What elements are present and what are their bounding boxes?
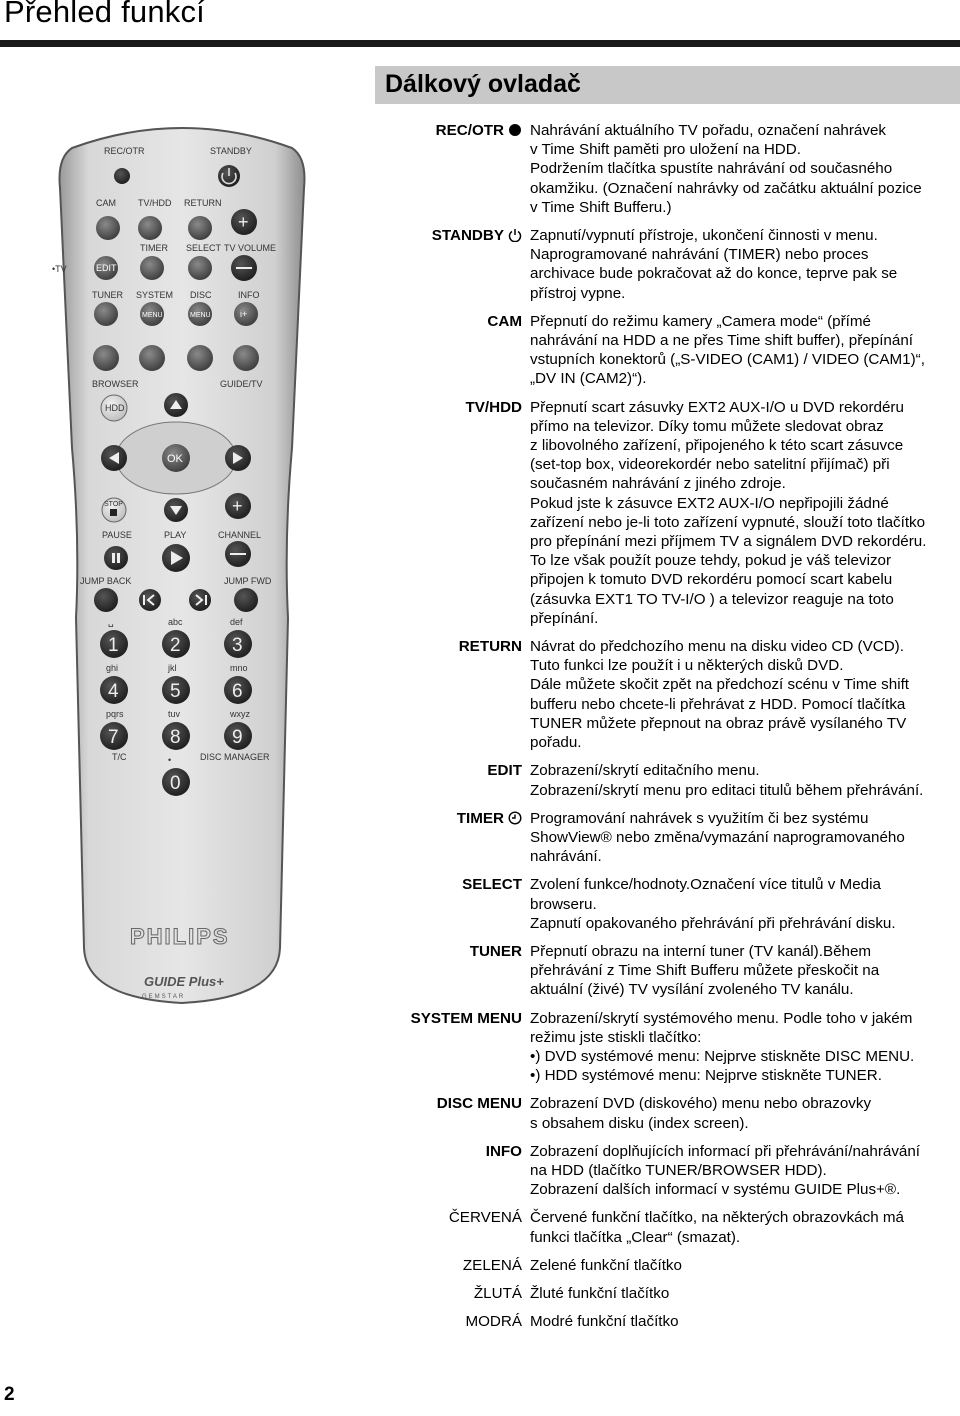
label-cam: CAM (96, 198, 116, 208)
label-hdd: HDD (105, 403, 125, 413)
function-label (380, 761, 522, 780)
tv-hdd-button[interactable] (138, 216, 162, 240)
function-entry (380, 226, 960, 303)
label-select: SELECT (186, 243, 222, 253)
description-line: funkci tlačítka „Clear“ (smazat). (530, 1228, 741, 1246)
label-stop: STOP (104, 501, 123, 508)
function-label (380, 1256, 522, 1275)
label-menu-2: MENU (190, 312, 211, 319)
description-line: browseru. (530, 895, 597, 913)
digit-label: 0 (170, 773, 181, 794)
function-entry (380, 1142, 960, 1200)
description-line: •) HDD systémové menu: Nejprve stiskněte TUNER. (530, 1067, 882, 1085)
section-header (375, 66, 960, 104)
label-info: INFO (238, 290, 260, 300)
description-line: Dále můžete skočit zpět na předchozí scénu v Time shift (530, 676, 910, 694)
function-label-text: ZELENÁ (462, 1256, 522, 1274)
function-description (530, 637, 960, 752)
svg-text:+: + (238, 212, 249, 232)
label-channel: CHANNEL (218, 530, 262, 540)
page-number: 2 (4, 1384, 15, 1405)
digit-label: 8 (170, 727, 181, 748)
digit-label: 2 (170, 635, 181, 656)
description-line: zařízení nebo je-li toto zařízení vypnuté, slouží toto tlačítko (530, 513, 926, 531)
description-line: z libovolného zařízení, připojeného k této scart zásuvce (530, 437, 904, 455)
function-description (530, 809, 960, 867)
label-standby: STANDBY (210, 146, 252, 156)
function-description (530, 942, 960, 1000)
pause-button[interactable] (104, 546, 128, 570)
label-tv-volume: TV VOLUME (224, 243, 277, 253)
description-line: aktuální (živé) TV vysílání zvoleného TV kanálu. (530, 981, 854, 999)
label-disc-manager: DISC MANAGER (200, 752, 270, 762)
function-entry (380, 637, 960, 752)
description-line: Zelené funkční tlačítko (530, 1256, 682, 1274)
description-line: režimu jste stiskli tlačítko: (530, 1028, 702, 1046)
previous-button[interactable] (139, 589, 161, 611)
description-line: současném nahrávání z jiného zdroje. (530, 475, 786, 493)
function-description (530, 312, 960, 389)
function-description (530, 226, 960, 303)
next-button[interactable] (189, 589, 211, 611)
function-entry (380, 121, 960, 217)
function-label-text: ČERVENÁ (448, 1209, 522, 1227)
function-label-text: EDIT (487, 762, 522, 780)
label-menu-1: MENU (142, 312, 163, 319)
svg-text:+: + (232, 496, 243, 516)
label-tuner: TUNER (92, 290, 123, 300)
remote-control-svg (52, 118, 312, 1018)
label-info-btn: i+ (240, 309, 248, 319)
description-line: Zapnutí opakovaného přehrávání při přehrávání disku. (530, 914, 896, 932)
description-line: •) DVD systémové menu: Nejprve stiskněte DISC MENU. (530, 1047, 915, 1065)
label-timer: TIMER (140, 243, 168, 253)
function-label (380, 809, 522, 828)
record-dot-icon (508, 123, 522, 137)
description-line: archivace bude pokračovat až do konce, teprve pak se (530, 265, 898, 283)
digit-letters: • (168, 755, 172, 765)
function-description (530, 1256, 960, 1275)
digit-letters: pqrs (106, 709, 124, 719)
function-label-text: ŽLUTÁ (473, 1284, 522, 1302)
description-line: Zobrazení DVD (diskového) menu nebo obrazovky (530, 1095, 872, 1113)
description-line: TUNER můžete přepnout na obraz právě vysílaného TV (530, 714, 907, 732)
description-line: nahrávání. (530, 848, 602, 866)
description-line: (set-top box, videorekordér nebo satelitní přijímač) při (530, 456, 890, 474)
function-label (380, 942, 522, 961)
function-entry (380, 1094, 960, 1132)
function-description (530, 1142, 960, 1200)
function-description (530, 761, 960, 799)
digit-letters: wxyz (230, 709, 250, 719)
function-list (380, 121, 960, 1340)
function-description (530, 1208, 960, 1246)
label-edit: EDIT (96, 263, 117, 273)
description-line: Podržením tlačítka spustíte nahrávání od současného (530, 160, 893, 178)
function-label-text: TUNER (469, 942, 522, 960)
red-button[interactable] (93, 345, 119, 371)
digit-letters: tuv (168, 709, 181, 719)
description-line: okamžiku. (Označení nahrávky od začátku aktuální pozice (530, 179, 922, 197)
function-label (380, 875, 522, 894)
function-entry (380, 809, 960, 867)
description-line: Přepnutí obrazu na interní tuner (TV kanál).Během (530, 942, 872, 960)
rec-otr-button[interactable] (114, 168, 130, 184)
description-line: přehrávání z Time Shift Bufferu můžete přeskočit na (530, 962, 880, 980)
digit-label: 4 (108, 681, 119, 702)
description-line: „DV IN (CAM2)“). (530, 370, 647, 388)
description-line: Přepnutí scart zásuvky EXT2 AUX-I/O u DVD rekordéru (530, 398, 904, 416)
label-ok: OK (167, 453, 183, 465)
label-browser: BROWSER (92, 379, 139, 389)
label-t-c: T/C (112, 752, 127, 762)
function-label (380, 312, 522, 331)
digit-label: 5 (170, 681, 181, 702)
function-label-text: RETURN (458, 638, 522, 656)
function-label (380, 121, 522, 140)
function-label-text: SYSTEM MENU (410, 1009, 522, 1027)
clock-icon (508, 811, 522, 825)
description-line: Naprogramované nahrávání (TIMER) nebo proces (530, 246, 869, 264)
function-label (380, 226, 522, 245)
function-label-text: DISC MENU (436, 1095, 522, 1113)
label-jump-back: JUMP BACK (80, 576, 132, 586)
function-label (380, 1208, 522, 1227)
function-label (380, 1142, 522, 1161)
section-title: Dálkový ovladač (385, 70, 581, 98)
tuner-button[interactable] (94, 302, 118, 326)
function-entry (380, 942, 960, 1000)
function-entry (380, 1009, 960, 1086)
description-line: Programování nahrávek s využitím či bez systému (530, 809, 869, 827)
description-line: Žluté funkční tlačítko (530, 1284, 670, 1302)
description-line: Zvolení funkce/hodnoty.Označení více titulů v Media (530, 876, 881, 894)
function-description (530, 1284, 960, 1303)
description-line: Nahrávání aktuálního TV pořadu, označení nahrávek (530, 122, 887, 139)
description-line: pořadu. (530, 734, 582, 752)
description-line: Červené funkční tlačítko, na některých obrazovkách má (530, 1209, 904, 1227)
function-label-text: REC/OTR (435, 122, 504, 139)
function-description (530, 875, 960, 933)
description-line: v Time Shift paměti pro uložení na HDD. (530, 141, 801, 159)
digit-label: 9 (232, 727, 243, 748)
yellow-button[interactable] (187, 345, 213, 371)
space-label: ␣ (108, 617, 114, 627)
label-jump-fwd: JUMP FWD (224, 576, 272, 586)
label-tv-hdd: TV/HDD (138, 198, 172, 208)
timer-button[interactable] (140, 256, 164, 280)
guide-plus-logo: GUIDE Plus+ (144, 974, 224, 989)
description-line: nahrávání na HDD a ne přes Time shift buffer), přepínání (530, 332, 913, 350)
function-label-text: MODRÁ (465, 1313, 522, 1331)
description-line: s obsahem disku (index screen). (530, 1114, 749, 1132)
description-line: Zobrazení doplňujících informací při přehrávání/nahrávání (530, 1142, 921, 1160)
function-label-text: TV/HDD (465, 398, 522, 416)
label-system: SYSTEM (136, 290, 174, 300)
digit-letters: mno (230, 663, 248, 673)
brand-logo: PHILIPS (130, 924, 230, 949)
label-tv-side: •TV (52, 264, 67, 274)
description-line: Zobrazení/skrytí editačního menu. (530, 762, 760, 780)
function-description (530, 1312, 960, 1331)
digit-label: 3 (232, 635, 243, 656)
label-guide-tv: GUIDE/TV (220, 379, 263, 389)
function-label (380, 1312, 522, 1331)
digit-label: 6 (232, 681, 243, 702)
description-line: Pokud jste k zásuvce EXT2 AUX-I/O nepřipojili žádné (530, 494, 889, 512)
select-button[interactable] (188, 256, 212, 280)
label-rec-otr: REC/OTR (104, 146, 145, 156)
description-line: bufferu nebo chcete-li přehrávat z HDD. Pomocí tlačítka (530, 695, 906, 713)
label-disc: DISC (190, 290, 212, 300)
function-description (530, 398, 960, 628)
function-description (530, 121, 960, 217)
return-button[interactable] (188, 216, 212, 240)
jump-back-button[interactable] (94, 588, 118, 612)
digit-letters: ghi (106, 663, 119, 673)
label-return: RETURN (184, 198, 222, 208)
description-line: To lze však použít pouze tehdy, pokud je váš televizor (530, 552, 892, 570)
function-label-text: SELECT (462, 876, 522, 894)
function-label (380, 1009, 522, 1028)
function-label (380, 637, 522, 656)
description-line: přístroj vypne. (530, 284, 626, 302)
digit-letters: def (230, 617, 243, 627)
function-label (380, 398, 522, 417)
page-title: Přehled funkcí (4, 0, 205, 29)
description-line: Zapnutí/vypnutí přístroje, ukončení činnosti v menu. (530, 227, 878, 245)
description-line: pro přepínání mezi příjmem TV a signálem DVD rekordéru. (530, 533, 927, 551)
function-entry (380, 398, 960, 628)
description-line: Zobrazení/skrytí systémového menu. Podle toho v jakém (530, 1009, 913, 1027)
function-entry (380, 1256, 960, 1275)
description-line: (zásuvka EXT1 TO TV-I/O ) a televizor reaguje na toto (530, 590, 894, 608)
function-label-text: CAM (487, 312, 522, 330)
function-entry (380, 1284, 960, 1303)
label-pause: PAUSE (102, 530, 132, 540)
function-entry (380, 875, 960, 933)
green-button[interactable] (139, 345, 165, 371)
description-line: Zobrazení dalších informací v systému GUIDE Plus+®. (530, 1181, 901, 1199)
digit-label: 7 (108, 727, 119, 748)
gemstar-logo: GEMSTAR (142, 994, 186, 1000)
description-line: ShowView® nebo změna/vymazání naprogramovaného (530, 828, 905, 846)
description-line: připojen k tomuto DVD rekordéru pomocí scart kabelu (530, 571, 893, 589)
function-label-text: INFO (485, 1142, 522, 1160)
remote-control-illustration (52, 118, 312, 1018)
function-description (530, 1009, 960, 1086)
digit-letters: jkl (168, 663, 177, 673)
function-label-text: STANDBY (431, 227, 504, 245)
digit-label: 1 (108, 635, 119, 656)
description-line: přímo na televizor. Díky tomu můžete sledovat obraz (530, 417, 884, 435)
function-label (380, 1094, 522, 1113)
function-entry (380, 761, 960, 799)
description-line: Přepnutí do režimu kamery „Camera mode“ (přímé (530, 312, 871, 330)
title-rule (0, 40, 960, 47)
function-label (380, 1284, 522, 1303)
cam-button[interactable] (96, 216, 120, 240)
description-line: vstupních konektorů („S-VIDEO (CAM1) / VIDEO (CAM1)“, (530, 351, 925, 369)
description-line: Tuto funkci lze použít i u některých disků DVD. (530, 657, 844, 675)
label-play: PLAY (164, 530, 187, 540)
power-icon (508, 228, 522, 242)
function-description (530, 1094, 960, 1132)
blue-button[interactable] (233, 345, 259, 371)
description-line: na HDD (tlačítko TUNER/BROWSER HDD). (530, 1161, 827, 1179)
description-line: Návrat do předchozího menu na disku video CD (VCD). (530, 638, 904, 656)
function-entry (380, 312, 960, 389)
function-label-text: TIMER (456, 809, 504, 827)
description-line: Zobrazení/skrytí menu pro editaci titulů během přehrávání. (530, 781, 924, 799)
jump-fwd-button[interactable] (234, 588, 258, 612)
digit-letters: abc (168, 617, 183, 627)
description-line: Modré funkční tlačítko (530, 1313, 679, 1331)
description-line: přepínání. (530, 609, 599, 627)
function-entry (380, 1208, 960, 1246)
function-entry (380, 1312, 960, 1331)
description-line: v Time Shift Bufferu.) (530, 198, 672, 216)
